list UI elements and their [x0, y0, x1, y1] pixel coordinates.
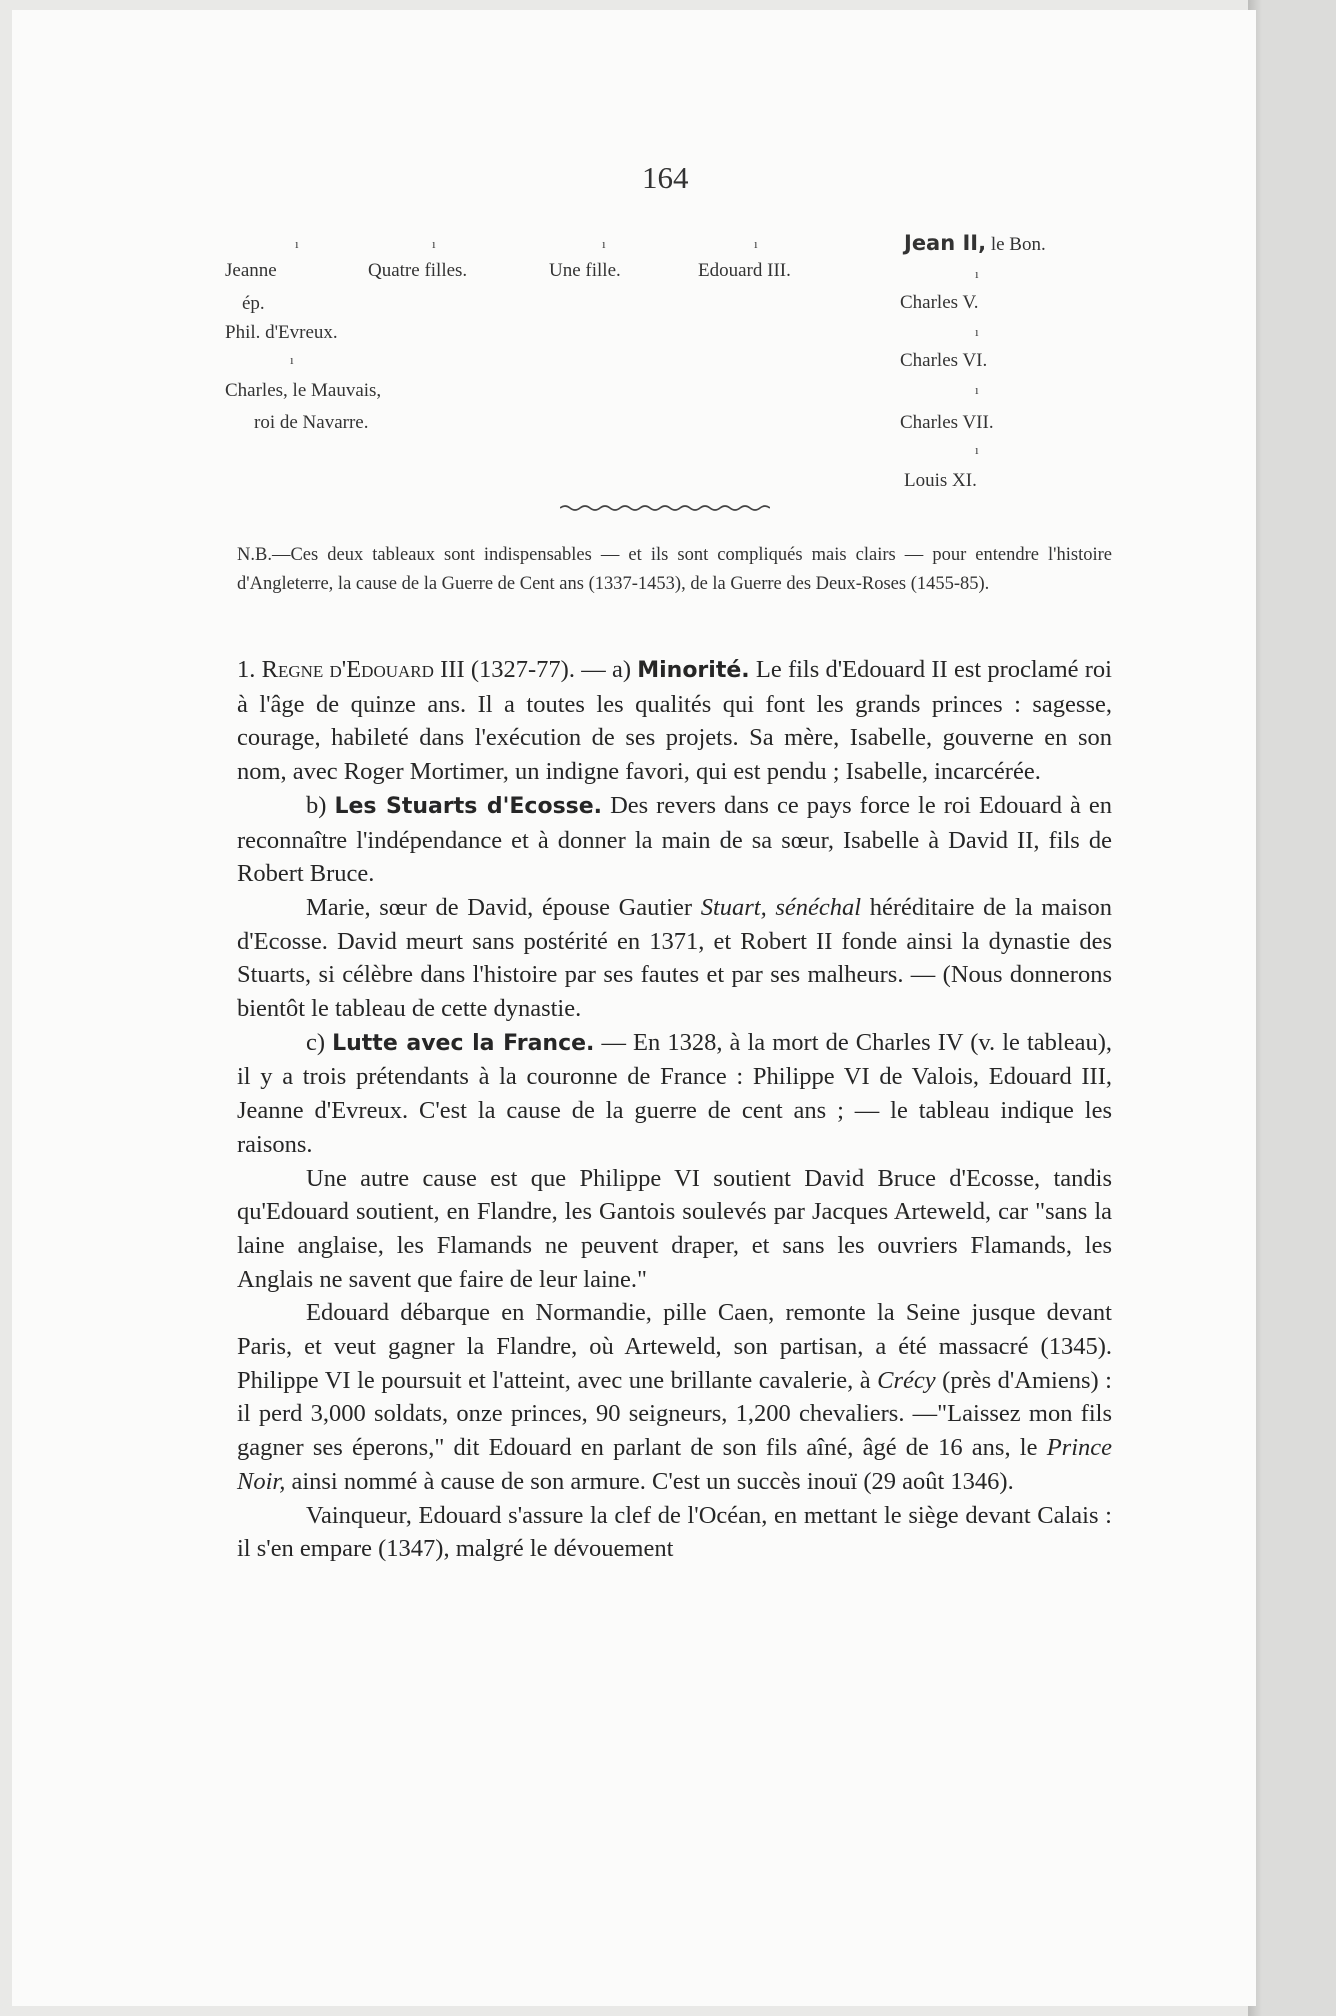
line-tick: ı: [432, 236, 436, 251]
genealogy-entry: Charles V.: [900, 292, 979, 313]
genealogy-entry: roi de Navarre.: [254, 412, 369, 433]
main-text: [237, 653, 1112, 1566]
line-tick: ı: [290, 352, 294, 367]
line-tick: ı: [975, 382, 979, 397]
paragraph-autre-cause: Une autre cause est que Philippe VI soutient David Bruce d'Ecosse, tandis qu'Edouard soutient, en Flandre, les Gantois soulevés par Jacques Arteweld, car "sans la laine anglaise, les Flamands ne peuvent draper, et sans les ouvriers Flamands, les Anglais ne savent que faire de leur laine.": [237, 1164, 1112, 1293]
genealogy-entry: Phil. d'Evreux.: [225, 322, 338, 343]
line-tick: ı: [295, 236, 299, 251]
page: [12, 10, 1256, 2006]
paragraph-edouard-iii: 1. Regne d'Edouard III (1327-77). — a) Minorité. Le fils d'Edouard II est proclamé roi à l'âge de quinze ans. Il a toutes les qualités qui font les grands princes : sagesse, courage, habileté dans l'exécution de ses projets. Sa mère, Isabelle, gouverne en son nom, avec Roger Mortimer, un indigne favori, qui est pendu ; Isabelle, incarcérée.: [237, 656, 1112, 786]
line-tick: ı: [602, 236, 606, 251]
genealogy-entry-jean: Jean II, le Bon.: [904, 231, 1046, 255]
genealogy-entry: ép.: [242, 293, 265, 314]
paragraph-crecy: Edouard débarque en Normandie, pille Caen, remonte la Seine jusque devant Paris, et veut gagner la Flandre, où Arteweld, son partisan, a été massacré (1345). Philippe VI le poursuit et l'atteint, avec une brillante cavalerie, à Crécy (près d'Amiens) : il perd 3,000 soldats, onze princes, 90 seigneurs, 1,200 chevaliers. —"Laissez mon fils gagner ses éperons," dit Edouard en parlant de son fils aîné, âgé de 16 ans, le Prince Noir, ainsi nommé à cause de son armure. C'est un succès inouï (29 août 1346).: [237, 1299, 1112, 1495]
section-heading: Lutte avec la France.: [332, 1030, 595, 1056]
genealogy-entry: Quatre filles.: [368, 260, 468, 281]
note-text: N.B.—Ces deux tableaux sont indispensables — et ils sont compliqués mais clairs — pour entendre l'histoire d'Angleterre, la cause de la Guerre de Cent ans (1337-1453), de la Guerre des Deux-Roses (1455-85).: [237, 545, 1112, 594]
nb-note: [237, 541, 1112, 599]
page-edge: [1256, 0, 1336, 2016]
paragraph-calais: Vainqueur, Edouard s'assure la clef de l'Océan, en mettant le siège devant Calais : il s'en empare (1347), malgré le dévouement: [237, 1501, 1112, 1563]
paragraph-stuarts: b) Les Stuarts d'Ecosse. Des revers dans ce pays force le roi Edouard à en reconnaître l'indépendance et à donner la main de sa sœur, Isabelle à David II, fils de Robert Bruce.: [237, 791, 1112, 888]
paragraph-marie: Marie, sœur de David, épouse Gautier Stuart, sénéchal héréditaire de la maison d'Ecosse. David meurt sans postérité en 1371, et Robert II fonde ainsi la dynastie des Stuarts, si célèbre dans l'histoire par ses fautes et par ses malheurs. — (Nous donnerons bientôt le tableau de cette dynastie.: [237, 893, 1112, 1023]
section-title: Regne d'Edouard III: [261, 656, 465, 683]
paragraph-lutte-france: c) Lutte avec la France. — En 1328, à la mort de Charles IV (v. le tableau), il y a trois prétendants à la couronne de France : Philippe VI de Valois, Edouard III, Jeanne d'Evreux. C'est la cause de la guerre de cent ans ; — le tableau indique les raisons.: [237, 1028, 1112, 1158]
genealogy-entry: Jeanne: [225, 260, 277, 281]
section-heading: Minorité.: [637, 658, 750, 683]
genealogy-entry: Edouard III.: [698, 260, 791, 281]
page-number: 164: [642, 160, 689, 195]
genealogy-entry: Charles, le Mauvais,: [225, 380, 382, 401]
line-tick: ı: [975, 442, 979, 457]
ornament-rule: [560, 504, 770, 512]
line-tick: ı: [975, 324, 979, 339]
section-heading: Les Stuarts d'Ecosse.: [334, 793, 603, 819]
line-tick: ı: [975, 266, 979, 281]
line-tick: ı: [754, 236, 758, 251]
genealogy-entry: Une fille.: [549, 260, 621, 281]
genealogy-entry: Charles VII.: [900, 412, 994, 433]
genealogy-entry: Charles VI.: [900, 350, 988, 371]
genealogy-entry: Louis XI.: [904, 470, 977, 491]
